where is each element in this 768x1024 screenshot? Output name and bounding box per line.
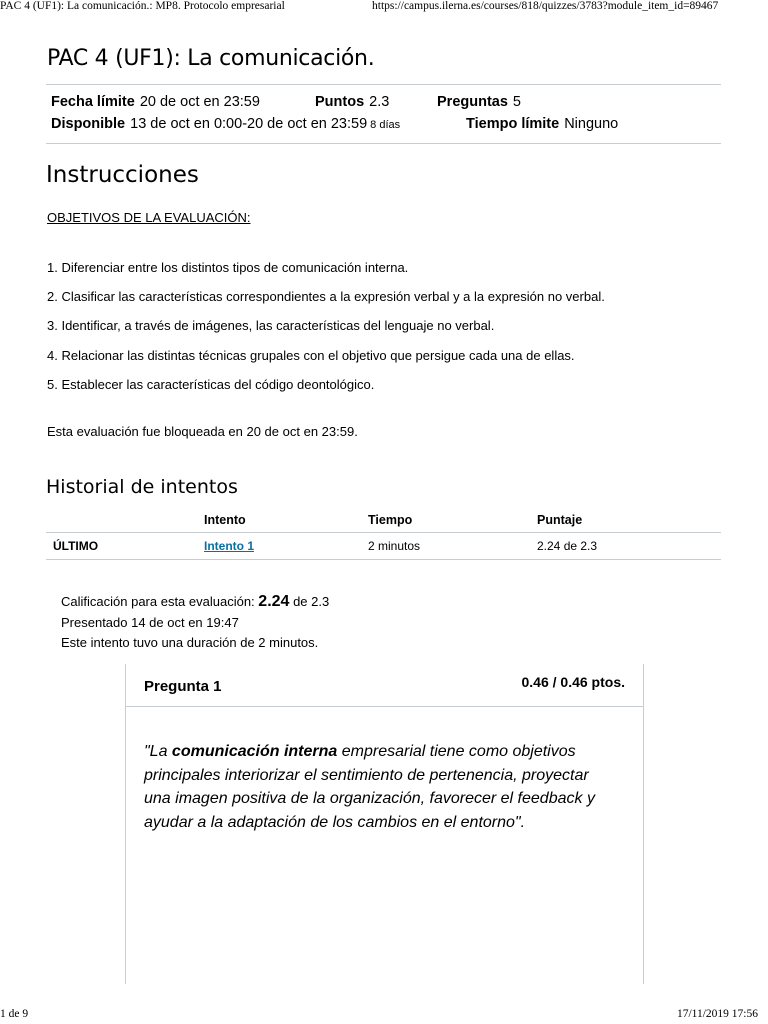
question-points: 0.46 / 0.46 ptos. (521, 674, 625, 690)
points (315, 94, 389, 110)
objective-item: 3. Identificar, a través de imágenes, las características del lenguaje no verbal. (47, 318, 495, 333)
score-value: 2.24 (258, 593, 290, 610)
objective-item: 4. Relacionar las distintas técnicas grupales con el objetivo que persigue cada una de ellas. (47, 348, 575, 363)
quiz-title: PAC 4 (UF1): La comunicación. (47, 46, 375, 71)
attempt-score: 2.24 de 2.3 (537, 539, 598, 553)
column-header-time: Tiempo (368, 513, 413, 527)
question-title: Pregunta 1 (144, 678, 222, 695)
print-footer (0, 1008, 768, 1024)
attempt-time: 2 minutos (368, 539, 421, 553)
question-header (126, 664, 643, 707)
objective-item: 2. Clasificar las características correspondientes a la expresión verbal y a la expresión no verbal. (47, 289, 605, 304)
objective-item: 1. Diferenciar entre los distintos tipos de comunicación interna. (47, 260, 409, 275)
availability (51, 116, 400, 132)
available-label: Disponible (51, 116, 126, 132)
due-date (51, 94, 260, 110)
questions-count (437, 94, 521, 110)
row-label: ÚLTIMO (53, 539, 99, 553)
questions-label: Preguntas (437, 94, 508, 110)
divider (46, 84, 721, 85)
score-suffix: de 2.3 (293, 594, 330, 609)
points-value: 2.3 (369, 94, 390, 110)
column-header-score: Puntaje (537, 513, 583, 527)
question-text-start: "La (144, 743, 172, 760)
due-value: 20 de oct en 23:59 (139, 94, 260, 110)
score-summary (61, 593, 329, 611)
print-url: https://campus.ilerna.es/courses/818/quizzes/3783?module_item_id=89467 (372, 0, 719, 12)
time-limit (466, 116, 618, 132)
time-limit-value: Ninguno (564, 116, 619, 132)
instructions-heading: Instrucciones (46, 162, 199, 188)
question-text-emphasis: comunicación interna (171, 743, 338, 760)
history-heading: Historial de intentos (46, 476, 238, 498)
available-days: 8 días (370, 119, 401, 131)
score-prefix: Calificación para esta evaluación: (61, 594, 255, 609)
question-text (144, 740, 614, 834)
lock-note: Esta evaluación fue bloqueada en 20 de oct en 23:59. (47, 424, 358, 439)
available-value: 13 de oct en 0:00-20 de oct en 23:59 (130, 116, 368, 132)
divider (46, 143, 721, 144)
page-number: 1 de 9 (0, 1008, 29, 1020)
question-card (125, 664, 644, 984)
question-text-end: empresarial tiene como objetivos principales interiorizar el sentimiento de pertenencia, proyectar una imagen positiva de la organización, favorecer el feedback y ayudar a la adaptación de los cambios en el entorno". (144, 743, 595, 831)
duration-text: Este intento tuvo una duración de 2 minutos. (61, 635, 319, 650)
print-page-title: PAC 4 (UF1): La comunicación.: MP8. Protocolo empresarial (0, 0, 285, 12)
column-header-attempt: Intento (204, 513, 246, 527)
time-limit-label: Tiempo límite (466, 116, 560, 132)
print-header (0, 0, 768, 16)
table-divider (46, 559, 721, 560)
objectives-heading: OBJETIVOS DE LA EVALUACIÓN: (47, 210, 251, 225)
attempt-link[interactable]: Intento 1 (204, 539, 254, 553)
submitted-text: Presentado 14 de oct en 19:47 (61, 615, 239, 630)
table-divider (46, 532, 721, 533)
points-label: Puntos (315, 94, 365, 110)
questions-value: 5 (512, 94, 521, 110)
due-label: Fecha límite (51, 94, 135, 110)
print-timestamp: 17/11/2019 17:56 (676, 1008, 758, 1020)
objective-item: 5. Establecer las características del código deontológico. (47, 377, 375, 392)
